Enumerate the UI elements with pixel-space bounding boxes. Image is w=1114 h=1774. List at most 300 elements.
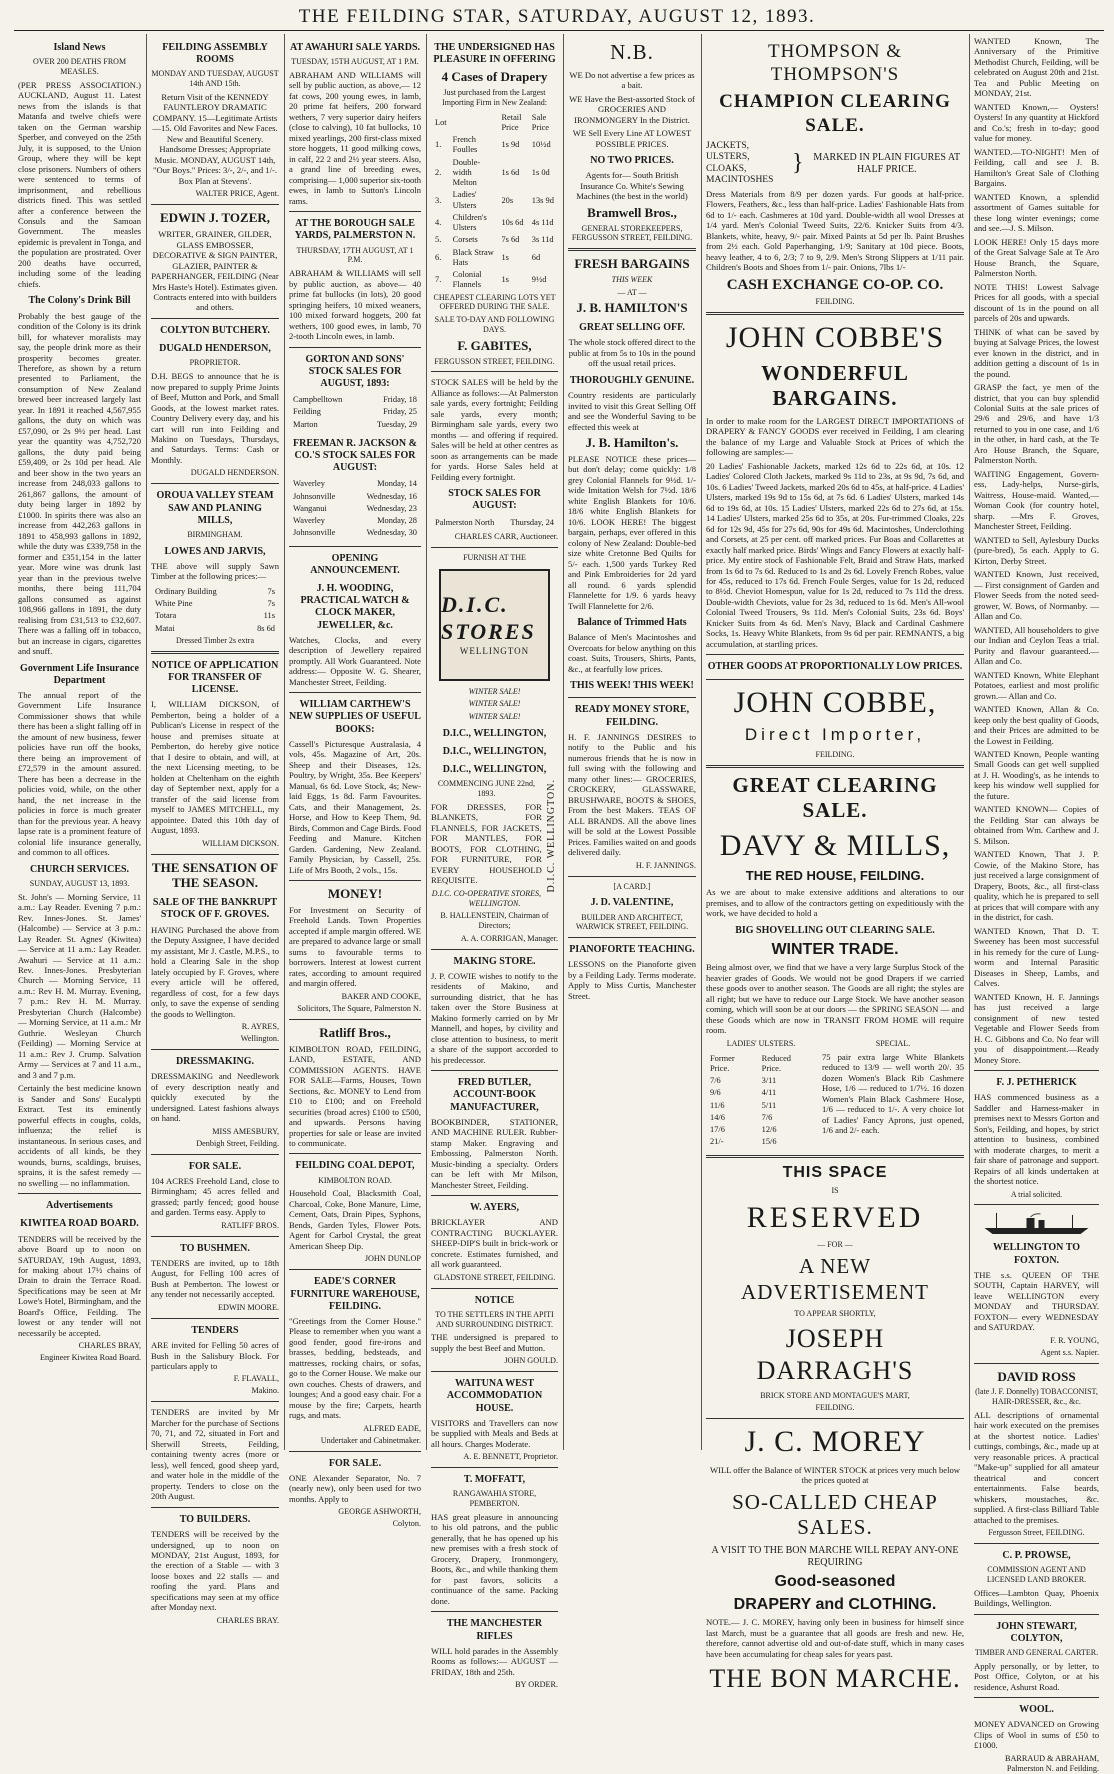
- importer-place: FEILDING.: [815, 749, 855, 759]
- divider: [289, 211, 421, 212]
- eade-text: "Greetings from the Corner House." Please to remember when you want a good fender, good fire-irons and brasses, bedding, bedsteads, and mattresses, rocking chairs, or sofas, go to the Corner House. We make our own couches. Chests of drawers, and lounges; And a good easy chair. For a mouse by the fire; Carpets, hearth rugs, and mats.: [289, 1315, 421, 1421]
- masthead-rule: [14, 30, 1104, 31]
- table-row: [433, 248, 556, 269]
- half-price-block: [706, 141, 964, 187]
- sale-price: 10½d: [531, 140, 551, 150]
- wanted-10: WANTED to Sell, Aylesbury Ducks (pure-bred), 5s each. Apply to G. Kirton, Derby Street.: [974, 534, 1099, 566]
- divider: [431, 547, 558, 548]
- timber-note: Dressed Timber 2s extra: [176, 635, 254, 645]
- licence-title: NOTICE OF APPLICATION FOR TRANSFER OF LICENSE.: [151, 659, 279, 696]
- rifles-text: WILL hold parades in the Assembly Rooms as follows:— AUGUST — FRIDAY, 18th and 25th.: [431, 1645, 558, 1677]
- divider: [151, 1049, 279, 1050]
- henderson-sub: PROPRIETOR.: [189, 358, 241, 368]
- dressmaking-signature: MISS AMESBURY,: [212, 1126, 279, 1136]
- oroua-place: BIRMINGHAM.: [187, 530, 243, 540]
- ulsters-block: [706, 1039, 816, 1150]
- sale-place: Johnsonville: [293, 491, 336, 501]
- is-label: IS: [831, 1186, 839, 1196]
- drapery-lots-table: [431, 111, 558, 293]
- sale-place: Campbelltown: [293, 395, 343, 405]
- steamship-icon: [974, 1210, 1099, 1236]
- sale-price: 13s 9d: [531, 195, 554, 205]
- divider: [568, 937, 696, 938]
- divider: [431, 1467, 558, 1468]
- sale-date: Monday, 28: [377, 516, 417, 526]
- sale-place: Wanganui: [293, 503, 327, 513]
- dressmaking-text: DRESSMAKING and Needlework of every description neatly and quickly executed by the undersigned. Latest fashions always on hand.: [151, 1071, 279, 1124]
- prowse-text: Offices—Lambton Quay, Phoenix Buildings, Wellington.: [974, 1587, 1099, 1609]
- timber-item: White Pine: [155, 599, 193, 609]
- davy-text: Being almost over, we find that we have a very large Surplus Stock of the heavier grades of Goods. We would not be good Drapers if we carried these goods over to another season. The Goods are all right; the styles are all right; but we have to reduce our Large Stock. We have another season coming, which will soon be at our doors — the SPRING SEASON — and these Goods which are now in TRANSIT FROM HOME will require room.: [706, 962, 964, 1036]
- table-row: [708, 1076, 814, 1086]
- wanted-7: THINK of what can be saved by buying at Salvage Prices, the lowest ever known in the district, and in addition getting a discount of 1s in the pound.: [974, 326, 1099, 379]
- dic-vertical-text: D.I.C. WELLINGTON.: [545, 779, 557, 893]
- timber-price: 7s: [267, 586, 275, 596]
- hamilton-name-2: J. B. Hamilton's.: [585, 434, 679, 450]
- cobbe-intro: In order to make room for the LARGEST DIRECT IMPORTATIONS of DRAPERY & FANCY GOODS ever received in Feilding, I am clearing the balance of my Large and Valuable Stock at Prices of which the following are samples:—: [706, 415, 964, 458]
- drapery-note: Just purchased from the Largest Importing Firm in New Zealand:: [442, 88, 547, 107]
- former-price: 7/6: [710, 1076, 721, 1086]
- dic-line-3: D.I.C., WELLINGTON,: [442, 764, 547, 776]
- table-row: [708, 1125, 814, 1135]
- freeman-sales-table: [289, 477, 421, 540]
- brace-icon: }: [792, 150, 804, 177]
- reduced-price: 4/11: [761, 1088, 777, 1098]
- ratliff-text: KIMBOLTON ROAD, FEILDING, LAND, ESTATE, AND COMMISSION AGENTS. HAVE FOR SALE—Farms, Houses, Town Sections, &c. MONEY to Lend from £10 to £100; and on Freehold securities (broad acres) £100 to £500, and upwards. Persons having properties for sale or lease are invited to communicate.: [289, 1043, 421, 1148]
- former-price: 17/6: [710, 1125, 725, 1135]
- masthead: THE FEILDING STAR, SATURDAY, AUGUST 12, 1893.: [298, 6, 816, 27]
- reduced-price: 15/6: [761, 1137, 777, 1147]
- timber-row: [153, 599, 277, 609]
- appear-shortly: TO APPEAR SHORTLY,: [794, 1309, 876, 1319]
- eade-title: EADE'S CORNER FURNITURE WAREHOUSE, FEILDING.: [290, 1276, 420, 1312]
- piano-title: PIANOFORTE TEACHING.: [569, 944, 695, 956]
- table-row: [433, 235, 556, 245]
- settlers-title: TO THE SETTLERS IN THE APITI AND SURROUNDING DISTRICT.: [435, 1309, 554, 1329]
- divider: [974, 1204, 1099, 1205]
- wanted-11: WANTED Known, Just received, — First consignment of Garden and Flower Seeds from the noted seed-grower, W. Bows, of Normanby. —Allan and Co.: [974, 569, 1099, 622]
- good-seasoned: Good-seasoned: [774, 1573, 896, 1591]
- bushmen-signature: EDWIN MOORE.: [218, 1302, 279, 1312]
- sale-place: Waverley: [293, 516, 325, 526]
- divider: [289, 1153, 421, 1154]
- gorton-title: GORTON AND SONS' STOCK SALES FOR AUGUST, 1893:: [305, 353, 405, 389]
- wanted-17: WANTED Known, That J. P. Cowie, of the Makino Store, has just received a large consignment of Drapery, Boots, &c., all first-class quality, which he is prepared to sell at prices that will compare with any in the district, for cash.: [974, 849, 1099, 923]
- former-price: 11/6: [710, 1100, 725, 1110]
- column-1: [14, 34, 147, 1450]
- lot-number: 1.: [435, 140, 442, 150]
- retail-price: 1s: [501, 252, 509, 262]
- wanted-12: WANTED, All householders to give our Indian and Ceylon Teas a trial. Purity and flavour guaranteed.—Allan and Co.: [974, 624, 1099, 667]
- govt-insurance-text: The annual report of the Government Life Insurance Commissioner shows that while there has been a slight falling off in the amount of new business, fewer policies have run off the books, there being an improvement of £72,579 in the amount assured. There has been a decrease in the policies void, while, on the other hand, the net increase in the policies in force is much greater than for the previous year. A heavy lapse rate is a prominent feature of colonial life insurance generally, and common to all offices.: [18, 689, 141, 858]
- divider: [289, 1269, 421, 1270]
- wanted-19: WANTED Known, H. F. Jannings has just received a large consignment of new tested Vegetable and Flower Seeds from H. C. Gibbons and Co. No fear will you of disappointment.—Ready Money Store.: [974, 991, 1099, 1065]
- church-services-title: CHURCH SERVICES.: [29, 863, 130, 875]
- tenders-place: Makino.: [251, 1386, 279, 1396]
- new-advertisement: A NEW ADVERTISEMENT: [741, 1254, 929, 1304]
- settlers-text: THE undersigned is prepared to supply the best Beef and Mutton.: [431, 1332, 558, 1353]
- this-week-2: THIS WEEK! THIS WEEK!: [570, 680, 694, 692]
- darragh-name: JOSEPH DARRAGH'S: [756, 1324, 914, 1385]
- table-row: [433, 135, 556, 156]
- drapery-cases: 4 Cases of Drapery: [441, 69, 548, 85]
- sale-place: Waverley: [293, 479, 325, 489]
- dic-chairman: B. HALLENSTEIN, Chairman of Directors;: [440, 911, 549, 930]
- divider: [289, 1451, 421, 1452]
- lot-number: 4.: [435, 218, 442, 228]
- other-goods: OTHER GOODS AT PROPORTIONALLY LOW PRICES.: [707, 661, 963, 673]
- table-header-row: [433, 113, 556, 134]
- divider: [289, 1019, 421, 1020]
- money-signature-place: Solicitors, The Square, Palmerston N.: [297, 1003, 421, 1013]
- tozer-text: WRITER, GRAINER, GILDER, GLASS EMBOSSER, DECORATIVE & SIGN PAINTER, GLAZIER, PAINTER & PAPERHANGER, FEILDING (Near Mrs Haste's Hotel). Estimates given. Contracts entered into with builders and others.: [151, 229, 279, 313]
- divider: [974, 1070, 1099, 1071]
- stock-sales-text: STOCK SALES will be held by the Alliance as follows:—At Palmerston sale yards, every fortnight; Feilding sale yards, every month; Birmingham sale yards, every two months — and offering if required. Sales will be held at other centres as soon as arrangements can be made for yards. Horse Sales held at Feilding every fortnight.: [431, 377, 558, 482]
- divider: [568, 697, 696, 698]
- jennings-text: H. F. JANNINGS DESIRES to notify to the Public and his numerous friends that he is now in full swing with the following and many other lines:— GROCERIES, CROCKERY, GLASSWARE, BRUSHWARE, BOOTS & SHOES, From the best Makers. TEAS OF ALL BRANDS. All the above lines will be sold at the Lowest Possible Prices. Families waited on and goods delivered daily.: [568, 731, 696, 858]
- piano-text: LESSONS on the Pianoforte given by a Feilding Lady. Terms moderate. Apply to Miss Curtis, Manchester Street.: [568, 959, 696, 1001]
- prowse-name: C. P. PROWSE,: [1002, 1550, 1071, 1562]
- divider: [18, 1193, 141, 1194]
- special-head: SPECIAL.: [875, 1038, 911, 1048]
- divider: [431, 371, 558, 372]
- hamilton-name: J. B. HAMILTON'S: [576, 300, 688, 316]
- divider: [151, 1507, 279, 1508]
- divider: [151, 651, 279, 654]
- reduced-price: 12/6: [761, 1125, 777, 1135]
- waituna-text: VISITORS and Travellers can now be supplied with Meals and Beds at all hours. Charges Moderate.: [431, 1417, 558, 1449]
- divider: [289, 692, 421, 693]
- marcher-tender-text: TENDERS are invited by Mr Marcher for the purchase of Sections 70, 71, and 72, situated in Fort and Sherwill Streets, Feilding, containing twenty acres (more or less), well fenced, good sheep yard, and water hole in the middle of the property. Tenders to close on the 20th August.: [151, 1407, 279, 1502]
- divider: [151, 1318, 279, 1319]
- carthew-title: WILLIAM CARTHEW'S NEW SUPPLIES OF USEFUL BOOKS:: [289, 699, 421, 735]
- drink-bill-title: The Colony's Drink Bill: [28, 295, 131, 307]
- ulsters-head: LADIES' ULSTERS.: [726, 1038, 796, 1048]
- divider: [289, 347, 421, 348]
- cobbe-big-name: JOHN COBBE,: [733, 685, 937, 719]
- eade-signature-title: Undertaker and Cabinetmaker.: [320, 1435, 421, 1445]
- ross-text: ALL descriptions of ornamental hair work executed on the premises at the shortest notice. Ladies' cuttings, combings, &c., made up at very reasonable prices. A practical "Make-up" supplied for all amateur theatrical and concert entertainments. False beards, whiskers, moustaches, &c. supplied. A first-class Billiard Table attached to the premises.: [974, 1409, 1099, 1525]
- thoroughly-genuine: THOROUGHLY GENUINE.: [569, 374, 695, 386]
- borough-text: ABRAHAM & WILLIAMS will sell by public auction, as above— 40 prime fat bullocks (in lots), 20 good springing heifers, 10 mixed weaners, 100 mixed forward hoggets, 200 fat wethers, 100 good ewes, in lamb, 70 2-tooth Lincoln ewes, in lamb.: [289, 268, 421, 342]
- column-header: Sale Price: [531, 112, 550, 132]
- wanted-4: WANTED Known, a splendid assortment of Games suitable for these long winter evenings; come and see.—J. S. Milson.: [974, 191, 1099, 234]
- notice-title: NOTICE: [474, 1294, 515, 1306]
- opening-title: OPENING ANNOUNCEMENT.: [310, 552, 400, 576]
- davy-mills: DAVY & MILLS,: [719, 828, 951, 862]
- column-header: [451, 113, 498, 134]
- stock-sales-signature: CHARLES CARR, Auctioneer.: [454, 531, 558, 541]
- kiwitea-signature-title: Engineer Kiwitea Road Board.: [40, 1353, 141, 1363]
- lot-item: French Foulles: [452, 135, 478, 155]
- garment-list: JACKETS, ULSTERS, CLOAKS, MACINTOSHES: [706, 140, 774, 186]
- cobbe-list: 20 Ladies' Fashionable Jackets, marked 12s 6d to 22s 6d, at 10s. 12 Ladies' Colored Cloth Jackets, marked 9s 11d to 23s, at 9s 9d, 7s 6d, and 10s. 6 Ladies' Tweed Jackets, marked 20s 6d to 45s, at half-price. 4 Ladies' Ulsters, marked 19s 9d to 15s 6d, at 7s 6d. 6 Ladies' Ulsters, marked 14s 6d to 19s 6d, at 10s. 15 Ladies' Ulsters, marked 22s 6d to 27s 6d, at 15s. 14 Ladies' Ulsters, marked 25s 6d to 35s, at 20s. Fur-trimmed Cloaks, 22s 6d for 12s 9d, 45s for 27s 6d, 90s for 49s 6d. Macintoshes, Underclothing and Corsets, at 25 per cent. off marked prices. Fur Boas and Collarettes at exactly half marked price. Birds' Wings and Fancy Flowers at exactly half-price. My entire stock of Fashionable Felt, Braid and Straw Hats, marked from 1s 6d to 7s 6d. Reduced to 1s and 2s 6d. Lovely French Robes, value for 45s, reduced to 17s 6d. French Foule Serges, value for 1s 2d, reduced to 8½d. Cheviot Homespun, value for 1s 2d, reduced to 7s 11d the dress. Double-width Cheviots, value for 2s 3d, reduced to 1s 6d. Men's All-wool Colonial Tweed Trousers, 9s 11d. Men's Colonial Suits, 23s 6d. Boys' Knicker Suits from 4s 6d. Men's Navy, Black and Cardinal Cashmere Socks, 1s. Heavy White Blankets, from 9s 6d per pair. REMNANTS, a big accumulation, at startling prices.: [706, 460, 964, 649]
- kiwitea-title: KIWITEA ROAD BOARD.: [20, 1218, 139, 1230]
- assembly-title: FEILDING ASSEMBLY ROOMS: [162, 42, 268, 66]
- moffatt-title: T. MOFFATT,: [463, 1474, 526, 1486]
- special-text: 75 pair extra large White Blankets reduced to 13/9 — well worth 20/. 35 dozen Women's Black Rib Cashmere Hose, 1/6 — reduced to 1/7½. 16 dozen Women's Plain Black Cashmere Hose, 1/6 — reduced to 1/-. A very choice lot of Ladies' Fancy Aprons, just opened, 1/6 and 2/- each.: [822, 1051, 964, 1136]
- licence-text: I, WILLIAM DICKSON, of Pemberton, being a holder of a Publican's License in respect of the house and premises situate at Pemberton, do hereby give notice that I desire to obtain, and will, at the next Licensing meeting, to be holden at Cheltenham on the eighth day of September next, apply for a transfer of the said license from myself to JAMES MITCHELL, my appointee. Dated this 10th day of August, 1893.: [151, 699, 279, 836]
- davy-intro: As we are about to make extensive additions and alterations to our premises, and to allow of the contractors getting on expeditiously with the work, we have decided to hold a: [706, 887, 964, 919]
- sale-place: Palmerston North: [435, 517, 495, 527]
- bon-visit: A VISIT TO THE BON MARCHE WILL REPAY ANY-ONE REQUIRING: [711, 1544, 959, 1569]
- divider: [974, 1543, 1099, 1544]
- stewart-text: Apply personally, or by letter, to Post Office, Colyton, or at his residence, Ashurst Road.: [974, 1660, 1099, 1692]
- ross-place: Fergusson Street, FEILDING.: [988, 1528, 1085, 1538]
- assembly-signature: WALTER PRICE, Agent.: [195, 189, 279, 199]
- assembly-text: Return Visit of the KENNEDY FAUNTLEROY DRAMATIC COMPANY. 15—Legitimate Artists—15. Old Favorites and New Faces. New and Beautiful Scenery. Handsome Dresses; Appropriate Music. MONDAY, AUGUST 14th, "Our Boys." Prices: 3/-, 2/-, and 1/-. Box Plan at Stevens'.: [152, 91, 278, 186]
- ayers-title: W. AYERS,: [469, 1202, 519, 1214]
- great-selling-off: GREAT SELLING OFF.: [579, 322, 685, 334]
- moffatt-sub: RANGAWAHIA STORE, PEMBERTON.: [452, 1489, 537, 1509]
- coal-items: Household Coal, Blacksmith Coal, Charcoal, Coke, Bone Manure, Lime, Cement, Oats, Drain Pipes, Syphons, Bends, Garden Tyles, Flower Pots. Agent for Carbol Crystal, the great American Sheep Dip.: [289, 1188, 421, 1251]
- half-price-note: MARKED IN PLAIN FIGURES AT HALF PRICE.: [813, 151, 961, 175]
- table-row: [291, 516, 419, 526]
- divider: [706, 312, 964, 315]
- ross-name: DAVID ROSS: [997, 1368, 1076, 1384]
- divider: [151, 1401, 279, 1402]
- hamilton-text-2: Country residents are particularly invited to visit this Great Selling Off and see the Wonderful Saving to be effected this week at: [568, 390, 696, 432]
- darragh-sub: BRICK STORE AND MONTAGUE'S MART,: [760, 1390, 910, 1400]
- wanted-1: WANTED Known, The Anniversary of the Primitive Methodist Church, Feilding, will be celebrated on August 20th and 21st. Tea and Public Meeting on MONDAY, 21st.: [974, 36, 1099, 99]
- sale-date: Friday, 18: [383, 395, 417, 405]
- divider: [151, 1236, 279, 1237]
- lot-item: Children's Ulsters: [452, 212, 487, 233]
- stewart-name: JOHN STEWART, COLYTON,: [996, 1620, 1077, 1644]
- table-row: [433, 270, 556, 291]
- bushmen-text: TENDERS are invited, up to 18th August, for Felling 100 acres of Bush at Pemberton. The lowest or any tender not necessarily accepted.: [151, 1257, 279, 1300]
- lot-item: Corsets: [452, 235, 478, 245]
- sale-place: Feilding: [293, 407, 321, 417]
- davy-specials: [706, 1039, 964, 1150]
- timber-row: [153, 611, 277, 621]
- table-row: [433, 518, 556, 528]
- lot-item: Colonial Flannels: [452, 270, 482, 290]
- timber-item: Totara: [155, 611, 177, 621]
- tenders-text: ARE invited for Felling 50 acres of Bush in the Salisbury Block. For particulars apply to: [151, 1340, 279, 1371]
- nb-point-1: WE Do not advertise a few prices as a bait.: [569, 69, 695, 91]
- island-news-subtitle: OVER 200 DEATHS FROM MEASLES.: [32, 57, 127, 76]
- jennings-signature: H. F. JANNINGS.: [635, 860, 696, 870]
- thompson-title: THOMPSON & THOMPSON'S: [767, 41, 903, 86]
- column-2: [147, 34, 285, 1625]
- prices-text: PLEASE NOTICE these prices— but don't delay; come quickly: 1/8 grey Colonial Flannels for 9½d. 1/- wide Imitation Welsh for 7½d. 18/6 white English Blankets for 10/6. 18/6 white English Blankets for 10/6. LOOK HERE! The biggest bargain, perhaps, ever offered in this colony of New Zealand: Double-bed size white Cretonne Bed Quilts for 5/- each. 1,500 yards Turkey Red and Pink Embroideries for 2d yard all round. 6 yards splendid Flannelette for 1/9. 6 yards heavy Twill Flannelette for 2/6.: [568, 453, 696, 611]
- reduced-price: 3/11: [761, 1076, 777, 1086]
- table-row: [291, 479, 419, 489]
- wool-title: WOOL.: [1019, 1704, 1054, 1716]
- two-prices: NO TWO PRICES.: [590, 155, 674, 166]
- reduced-price: 7/6: [761, 1112, 773, 1122]
- separator-place: Colyton.: [392, 1519, 421, 1529]
- dressmaking-place: Denbigh Street, Feilding.: [196, 1138, 279, 1148]
- money-text: For Investment on Security of Freehold Lands. Town Properties accepted if ample margin offered. WE are prepared to advance large or small sums to favourable terms to borrowers. Interest at lowest current rates, according to amount required and margin offered.: [289, 904, 421, 989]
- furnish-text: FURNISH AT THE: [463, 552, 526, 562]
- winter-trade: WINTER TRADE.: [771, 940, 899, 958]
- wanted-5: LOOK HERE! Only 15 days more of the Great Salvage Sale at Te Aro House Branch, the Square, Palmerston North.: [974, 236, 1099, 279]
- henderson-text: D.H. BEGS to announce that he is now prepared to supply Prime Joints of Beef, Mutton and Pork, and Small Goods, at the lowest market rates. Country Delivery every day, and his cart will run into Feilding and Makino on Tuesdays, Thursdays, and Saturdays. Terms: Cash or Monthly.: [151, 371, 279, 465]
- cash-exchange: CASH EXCHANGE CO-OP. CO.: [726, 276, 944, 293]
- eucalypti-advert: Certainly the best medicine known is Sander and Sons' Eucalypti Extract. Test its eminently powerful effects in coughs, colds, influenza; the relief is instantaneous. In serious cases, and accidents of all kinds, be they wounds, burns, scaldings, bruises, sprains, it is the safest remedy — no swelling — no inflammation.: [18, 1083, 141, 1188]
- wooding-text: Watches, Clocks, and every description of Jewellery repaired promptly. All Work Guaranteed. Note address:— Opposite W. G. Shearer, Manchester Street, Feilding.: [289, 634, 421, 687]
- dic-logo-subtext: WELLINGTON: [459, 645, 530, 656]
- column-5: [564, 34, 702, 1450]
- govt-insurance-title: Government Life Insurance Department: [20, 662, 139, 686]
- divider: [151, 204, 279, 205]
- wanted-15: WANTED Known, People wanting Small Goods can get well supplied at J. H. Wooding's, as he intends to keep his window well supplied for the future.: [974, 749, 1099, 801]
- borough-title: AT THE BOROUGH SALE YARDS, PALMERSTON N.: [294, 218, 416, 242]
- retail-price: 1s: [501, 275, 509, 285]
- column-7: [970, 34, 1104, 1773]
- former-price: 21/-: [710, 1137, 724, 1147]
- awahuri-text: ABRAHAM AND WILLIAMS will sell by public auction, as above,— 12 fat cows, 200 young ewes, in lamb, 20 prime fat heifers, 200 forward wethers, 7 very superior dairy heifers (close to calving), 10 fat bullocks, 10 mixed yearlings, 200 first-class mixed store hoggets, 11 good milking cows, in calf, 22 2 and 2½ year steers. Also, a grand line of breeding ewes, comprising— 1,000 superior six-tooth ewes, in lamb to Sutton's Lincoln rams.: [289, 69, 421, 206]
- wanted-2: WANTED Known,— Oysters! Oysters! In any quantity at Hickford and Co.'s; fresh in to-day; good value for money.: [974, 101, 1099, 144]
- timber-price: 11s: [263, 611, 275, 621]
- church-services-text: St. John's — Morning Service, 11 a.m.: Lay Reader. Evening 7 p.m.: Rev. Innes-Jones. St. James' (Halcombe) — Service at 3 p.m.: Lay Reader. St. Agnes' (Kiwitea) — Service at 11 a.m.: Lay Reader. Awahuri — Service at 11 a.m.: Rev. Innes-Jones. Presbyterian Church — Morning Service, 11 a.m.: Rev H. M. Murray. Evening, 7 p.m.: Rev H. M. Murray. Presbyterian Church (Halcombe) — Morning Service, at 11 a.m.: Mr Guthrie. Wesleyan Church (Feilding) — Morning Service at 11 a.m.: Rev J. Crump. Salvation Army — Services at 7 and 11 a.m., and 3 and 7 p.m.: [18, 891, 141, 1080]
- sale-place: Marton: [293, 419, 318, 429]
- divider: [431, 1611, 558, 1612]
- table-row: [708, 1137, 814, 1147]
- cash-exchange-place: FEILDING.: [815, 297, 855, 307]
- timber-row: [153, 624, 277, 634]
- henderson-name: DUGALD HENDERSON,: [159, 343, 271, 355]
- retail-price: 20s: [501, 195, 514, 205]
- builders-text: TENDERS will be received by the undersigned, up to noon on MONDAY, 21st August, 1893, for the erection of a Stable — with 3 loose boxes and 22 stalls — and roofing the yard. Plans and specifications may seen at my office after Monday next.: [151, 1529, 279, 1613]
- for-label: — FOR —: [817, 1240, 853, 1250]
- stock-sales-title: STOCK SALES FOR AUGUST:: [448, 488, 541, 512]
- foxton-signature-title: Agent s.s. Napier.: [1040, 1347, 1099, 1357]
- wanted-3: WANTED.—TO-NIGHT! Men of Feilding, call and see J. B. Hamilton's Great Sale of Clothing Bargains.: [974, 146, 1099, 189]
- forsale-signature: RATLIFF BROS.: [221, 1220, 279, 1230]
- prowse-sub: COMMISSION AGENT AND LICENSED LAND BROKER.: [986, 1565, 1087, 1584]
- wooding-title: J. H. WOODING, PRACTICAL WATCH & CLOCK MAKER, JEWELLER, &c.: [300, 583, 410, 631]
- ayers-text: BRICKLAYER AND CONTRACTING BUCKLAYER. SHEEP-DIP'S built in brick-work or concrete. Estimates furnished, and all work guaranteed.: [431, 1217, 558, 1270]
- bramwell-sub: GENERAL STOREKEEPERS, FERGUSSON STREET, FEILDING.: [571, 223, 693, 243]
- divider: [431, 1371, 558, 1372]
- direct-importer: Direct Importer,: [744, 725, 926, 745]
- borough-date: THURSDAY, 17TH AUGUST, AT 1 P.M.: [296, 245, 414, 265]
- dic-stores-logo: [439, 569, 550, 681]
- column-header: Retail Price: [501, 112, 522, 132]
- stock-sales-table: [431, 516, 558, 530]
- dic-line-1: D.I.C., WELLINGTON,: [442, 727, 547, 739]
- sale-price: 9½d: [531, 275, 547, 285]
- bankrupt-sale-title: SALE OF THE BANKRUPT STOCK OF F. GROVES.: [152, 897, 278, 921]
- retail-price: 1s 6d: [501, 167, 520, 177]
- winter-sale-2: WINTER SALE!: [468, 699, 521, 709]
- bramwell-name: Bramwell Bros.,: [587, 204, 677, 220]
- lot-item: Ladies' Ulsters: [452, 190, 477, 210]
- ulsters-table: [706, 1052, 816, 1150]
- oroua-title: OROUA VALLEY STEAM SAW AND PLANING MILLS,: [156, 490, 274, 526]
- former-price: 9/6: [710, 1088, 721, 1098]
- table-row: [291, 528, 419, 538]
- winter-sale-3: WINTER SALE!: [468, 712, 521, 722]
- freeman-title: FREEMAN R. JACKSON & CO.'S STOCK SALES FOR AUGUST:: [293, 437, 417, 474]
- card-label: [A CARD.]: [613, 881, 651, 891]
- petherick-trial: A trial solicited.: [1010, 1189, 1063, 1199]
- lot-number: 6.: [435, 252, 442, 262]
- timber-item: Ordinary Building: [155, 586, 217, 596]
- wanted-16: WANTED KNOWN— Copies of the Feilding Star can always be obtained from Wm. Carthew and J. S. Milson.: [974, 804, 1099, 846]
- lot-number: 5.: [435, 235, 442, 245]
- timber-row: [153, 587, 277, 597]
- table-header-row: [708, 1054, 814, 1075]
- forsale-title: FOR SALE.: [188, 1160, 242, 1172]
- awahuri-title: AT AWAHURI SALE YARDS.: [289, 42, 421, 53]
- table-row: [433, 158, 556, 189]
- divider: [706, 765, 964, 768]
- timber-item: Matai: [155, 623, 175, 633]
- column-4: [427, 34, 564, 1690]
- stewart-sub: TIMBER AND GENERAL CARTER.: [974, 1648, 1099, 1658]
- drapery-line-2: SALE TO-DAY AND FOLLOWING DAYS.: [434, 315, 555, 334]
- awahuri-date: TUESDAY, 15TH AUGUST, AT 1 P.M.: [291, 57, 419, 67]
- coal-title: FEILDING COAL DEPOT,: [295, 1160, 415, 1172]
- foxton-text: THE s.s. QUEEN OF THE SOUTH, Captain HARVEY, will leave WELLINGTON every MONDAY and THURSDAY. FOXTON— every WEDNESDAY and SATURDAY.: [974, 1269, 1099, 1333]
- champion-sale: CHAMPION CLEARING SALE.: [719, 91, 951, 136]
- butler-title: FRED BUTLER, ACCOUNT-BOOK MANUFACTURER,: [450, 1077, 539, 1113]
- sale-price: 3s 11d: [531, 235, 554, 245]
- rifles-title: THE MANCHESTER RIFLES: [446, 1618, 543, 1642]
- oroua-firm: LOWES AND JARVIS,: [164, 545, 266, 557]
- divider: [151, 854, 279, 855]
- divider: [431, 1288, 558, 1289]
- bankrupt-sale-place: Wellington.: [240, 1033, 279, 1043]
- table-row: [291, 420, 419, 430]
- divider: [431, 1195, 558, 1196]
- this-space: THIS SPACE: [782, 1163, 888, 1181]
- bon-marche: THE BON MARCHE.: [709, 1664, 961, 1694]
- wool-signature: BARRAUD & ABRAHAM, Palmerston N. and Feilding.: [1005, 1753, 1099, 1773]
- reserved-title: RESERVED: [746, 1200, 924, 1234]
- sale-price: 6d: [531, 252, 541, 262]
- drapery-line: CHEAPEST CLEARING LOTS YET OFFERED DURING THE SALE.: [433, 292, 556, 312]
- fresh-bargains: FRESH BARGAINS: [574, 256, 690, 271]
- wanted-8: GRASP the fact, ye men of the district, that you can buy splendid Colonial Suits at the sale prices of 29/6 and 29/6, and have 1/3 returned to you in one case, and 1/6 in the other, in hard cash, at the Te Aro House Branch, the Square, Palmerston North.: [974, 382, 1099, 466]
- dic-list: FOR DRESSES, FOR BLANKETS, FOR FLANNELS, FOR JACKETS, FOR MANTLES, FOR BOOTS, FOR CLOTHING, FOR FURNITURE, FOR EVERY HOUSEHOLD REQUISITE.: [431, 801, 542, 886]
- table-row: [708, 1088, 814, 1098]
- ratliff-title: Ratliff Bros.,: [319, 1024, 391, 1040]
- drapery-clothing: DRAPERY and CLOTHING.: [733, 1595, 937, 1613]
- petherick-text: HAS commenced business as a Saddler and Harness-maker in premises next to Messrs Gorton and Son's, Feilding, and hopes, by strict attention to business, combined with moderate charges, to merit a fair share of patronage and support. Repairs of all kinds undertaken at the shortest notice.: [974, 1092, 1099, 1187]
- agents-text: Agents for— South British Insurance Co. White's Sewing Machines (the best in the world): [576, 170, 688, 202]
- drapery-title: THE UNDERSIGNED HAS PLEASURE IN OFFERING: [433, 42, 556, 66]
- lot-number: 2.: [435, 167, 442, 177]
- sale-date: Wednesday, 23: [366, 503, 417, 513]
- thompson-list: Dress Materials from 8/9 per dozen yards. Fur goods at half-price. Flowers, Feathers, &c., less than half-price. Ladies' Fashionable Hats from 6d to 1/- each. Cashmeres at 10d yard. Double-width all wool Dresses at 1/4 yard. Men's Colonial Tweed Suits, 22/6. Knicker Suits from 4/3. Blankets, white, heavy, 9/- pair. Mixed Paints at 5d per lb. Paint Brushes from 2½ each. Gold Paperhanging, 1/9; Sanitary at 10d piece. Boots, heavy leather, 4 to 6, 2/3; 7 to 9, 2/9. Men's Strong Slippers at 1/11 pair. Children's Boots and Shoes from 1/- pair. Onions, 7lbs 1/-: [706, 189, 964, 273]
- kiwitea-signature: CHARLES BRAY,: [78, 1341, 141, 1351]
- ross-sub: (late J. F. Donnelly) TOBACCONIST, HAIR-DRESSER, &c., &c.: [975, 1387, 1098, 1407]
- valentine-text: BUILDER AND ARCHITECT, WARWICK STREET, FEILDING.: [575, 912, 689, 932]
- church-services-date: SUNDAY, AUGUST 13, 1893.: [29, 878, 130, 888]
- sale-date: Thursday, 24: [510, 517, 554, 527]
- bankrupt-sale-text: HAVING Purchased the above from the Deputy Assignee, I have decided my assistant, Mr J. Castle, M.P.S., to hold a Clearing Sale in the shop lately occupied by F. Groves, where every article will be offered, regardless of cost, for a few days only, to save the expense of sending the goods to Wellington.: [151, 924, 279, 1019]
- butler-text: BOOKBINDER, STATIONER, AND MACHINE RULER. Rubber-stamp Maker. Engraving and Embossing, Palmerston North. Music-binding a specialty. Orders can be left with Mr Milson, Manchester Street, Feilding.: [431, 1116, 558, 1190]
- cowie-text: J. P. COWIE wishes to notify to the residents of Makino, and surrounding district, that he has taken over the Store Business at Makino formerly carried on by Mr Mannell, and hopes, by civility and close attention to business, to merit a share of the support accorded to his predecessor.: [431, 970, 558, 1065]
- settlers-signature: JOHN GOULD.: [504, 1356, 558, 1366]
- builders-title: TO BUILDERS.: [179, 1513, 251, 1525]
- winter-sale-1: WINTER SALE!: [468, 686, 521, 696]
- retail-price: 10s 6d: [501, 218, 524, 228]
- morey-text: WILL offer the Balance of WINTER STOCK at prices very much below the prices quoted at: [709, 1464, 960, 1486]
- divider: [431, 949, 558, 950]
- table-row: [433, 190, 556, 211]
- gabites-name: F. GABITES,: [457, 337, 532, 353]
- wanted-9: WAITING Engagement, Govern-ess, Lady-helps, Nurse-girls, Waitress, House-maid. Wanted,— Woman Cook (for country hotel, sharp. —Mrs F. Groves, Manchester Street, Feilding.: [974, 468, 1099, 532]
- bankrupt-sale-signature: R. AYRES,: [241, 1021, 279, 1031]
- colyton-butchery: COLYTON BUTCHERY.: [160, 324, 270, 336]
- divider: [431, 1070, 558, 1071]
